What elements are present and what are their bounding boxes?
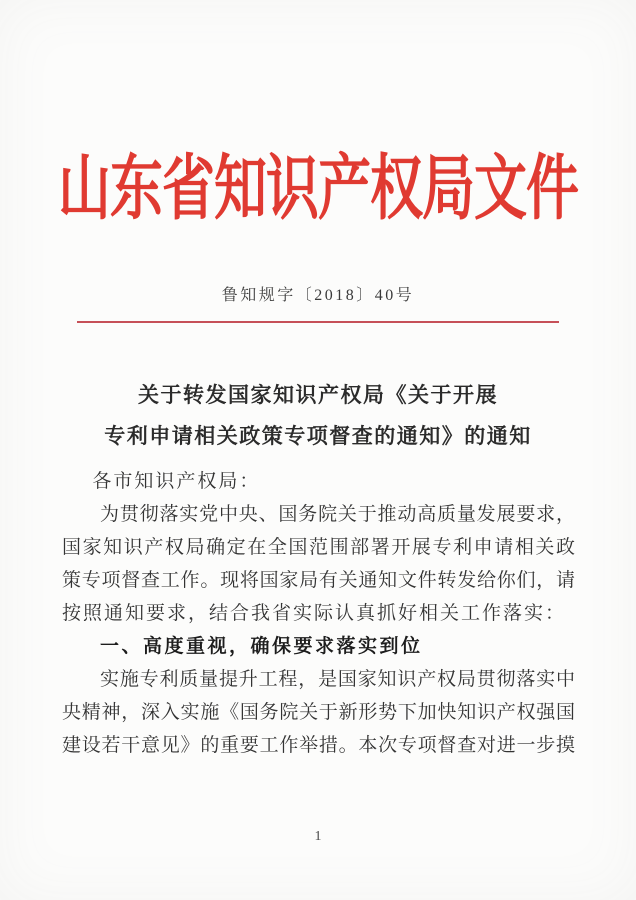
masthead-title: 山东省知识产权局文件 <box>58 150 578 229</box>
body-line: 为贯彻落实党中央、国务院关于推动高质量发展要求， <box>100 504 575 525</box>
document-number: 鲁知规字〔2018〕40号 <box>221 287 415 304</box>
document-title-line-2: 专利申请相关政策专项督查的通知》的通知 <box>104 424 532 448</box>
body-line: 按照通知要求，结合我省实际认真抓好相关工作落实： <box>62 603 567 624</box>
page-number: 1 <box>314 829 322 844</box>
document-title <box>0 375 636 457</box>
body-line: 央精神，深入实施《国务院关于新形势下加快知识产权强国 <box>62 702 575 723</box>
body-line: 实施专利质量提升工程，是国家知识产权局贯彻落实中 <box>100 669 575 690</box>
section-heading: 一、高度重视，确保要求落实到位 <box>100 636 423 657</box>
body-line: 策专项督查工作。现将国家局有关通知文件转发给你们，请 <box>62 570 575 591</box>
body-line: 国家知识产权局确定在全国范围部署开展专利申请相关政 <box>62 537 575 558</box>
salutation: 各市知识产权局： <box>92 471 261 492</box>
red-rule-divider <box>77 321 559 323</box>
document-body <box>62 465 575 762</box>
body-line: 建设若干意见》的重要工作举措。本次专项督查对进一步摸 <box>62 735 575 756</box>
document-title-line-1: 关于转发国家知识产权局《关于开展 <box>138 383 498 407</box>
